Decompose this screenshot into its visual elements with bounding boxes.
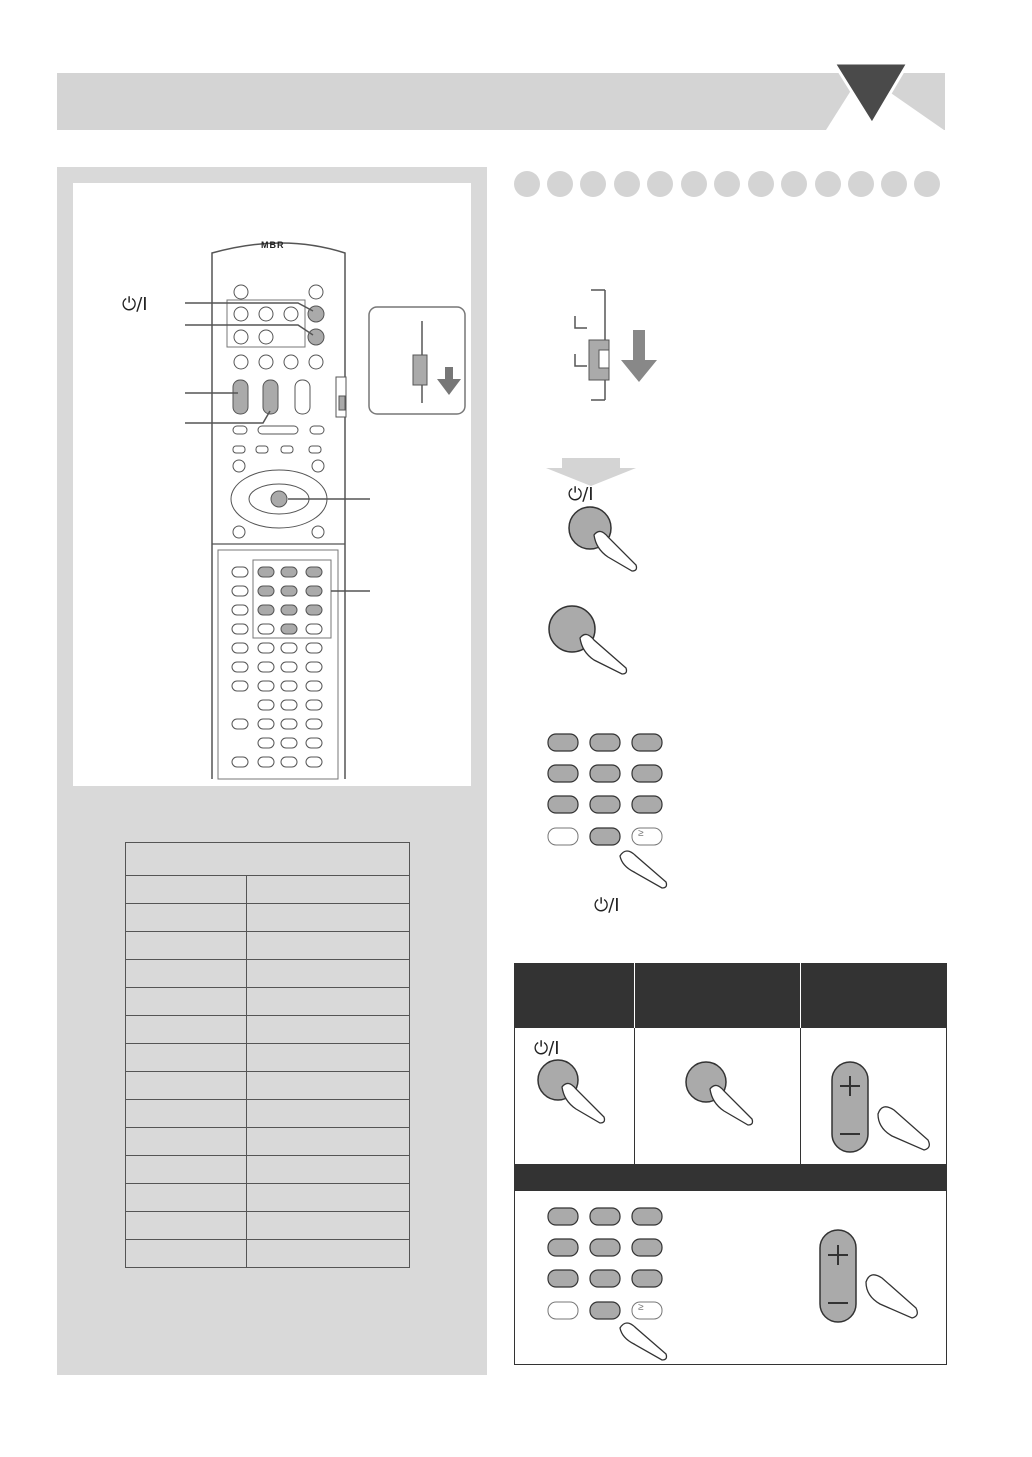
table-cell <box>126 1044 247 1072</box>
table-power-label: ⏻/I <box>534 1038 560 1059</box>
section-dot-row <box>510 169 946 201</box>
table-cell <box>247 1156 410 1184</box>
button-press-illustration[interactable] <box>548 604 634 678</box>
table-cell <box>247 932 410 960</box>
table-cell <box>126 1128 247 1156</box>
table-enter-key-symbol: ≥ <box>638 1302 644 1313</box>
number-keypad-illustration[interactable] <box>546 732 670 890</box>
table-cell <box>247 1016 410 1044</box>
table-cell <box>126 1240 247 1268</box>
table-cell <box>126 904 247 932</box>
table-header-divider <box>634 963 635 1028</box>
step-down-arrow-icon <box>546 458 636 486</box>
table-number-keypad-illustration[interactable] <box>546 1206 670 1362</box>
table-volume-rocker-illustration-2[interactable] <box>816 1228 926 1324</box>
table-cell <box>247 1072 410 1100</box>
enter-key-symbol: ≥ <box>638 828 644 839</box>
remote-code-table <box>125 842 410 1268</box>
table-cell <box>126 876 247 904</box>
operation-table-subheader <box>514 1164 947 1191</box>
table-cell <box>126 988 247 1016</box>
step-power-label-note: ⏻/I <box>594 895 620 916</box>
table-cell <box>247 1184 410 1212</box>
table-cell <box>126 1184 247 1212</box>
remote-brand-label: MBR <box>261 240 285 250</box>
table-cell <box>247 1128 410 1156</box>
table-cell <box>247 1240 410 1268</box>
header-triangle-icon <box>826 60 948 132</box>
step-power-label: ⏻/I <box>568 484 594 505</box>
table-power-button-illustration[interactable] <box>536 1057 610 1129</box>
table-cell <box>247 1212 410 1240</box>
remote-control-illustration <box>73 183 471 786</box>
table-cell <box>126 960 247 988</box>
table-header-divider <box>800 963 801 1028</box>
table-cell <box>126 1016 247 1044</box>
table-cell <box>126 1072 247 1100</box>
table-cell <box>126 932 247 960</box>
power-button-press-illustration[interactable] <box>564 505 644 575</box>
page-header-band <box>57 73 945 130</box>
table-cell <box>126 1156 247 1184</box>
table-cell <box>247 1100 410 1128</box>
code-table-header <box>126 843 410 876</box>
callout-power-label: ⏻/I <box>122 294 148 315</box>
table-cell <box>126 1212 247 1240</box>
table-volume-rocker-illustration[interactable] <box>828 1058 938 1154</box>
table-cell <box>247 960 410 988</box>
table-cell <box>247 876 410 904</box>
table-cell <box>247 988 410 1016</box>
mode-switch-illustration <box>565 282 665 408</box>
table-cell <box>247 904 410 932</box>
table-button-illustration[interactable] <box>684 1059 758 1131</box>
table-cell <box>126 1100 247 1128</box>
operation-table-header <box>514 963 947 1028</box>
table-cell <box>247 1044 410 1072</box>
